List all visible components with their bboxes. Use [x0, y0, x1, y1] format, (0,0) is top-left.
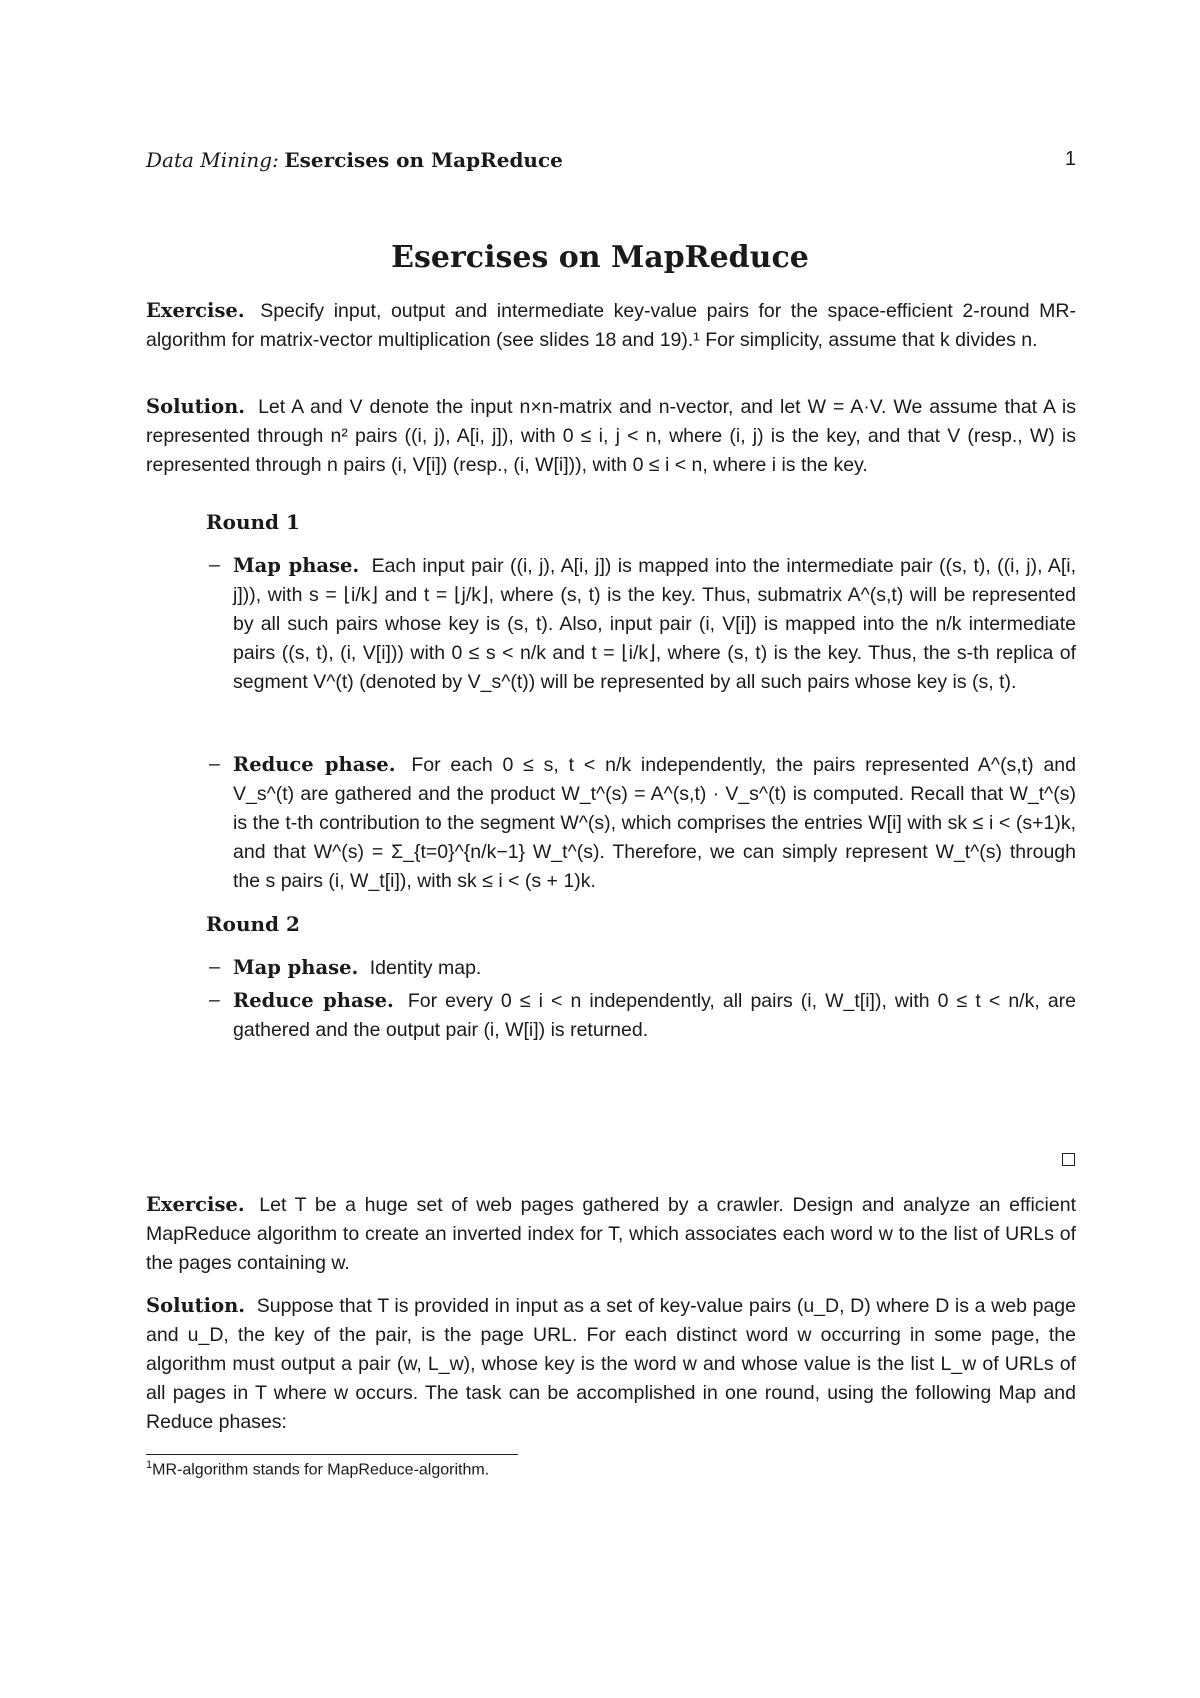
- round-1-heading: Round 1: [206, 510, 300, 534]
- bullet-dash: –: [209, 753, 220, 775]
- bullet-dash: –: [209, 989, 220, 1011]
- header-title: [146, 148, 563, 173]
- round-2-reduce-phase: [209, 986, 1076, 1045]
- round-1-reduce-phase: [209, 750, 1076, 896]
- running-header: [146, 148, 1076, 178]
- bullet-dash: –: [209, 554, 220, 576]
- document-title: Esercises on MapReduce: [391, 240, 809, 275]
- round-2-reduce-text: For every 0 ≤ i < n independently, all pairs (i, W_t[i]), with 0 ≤ t < n/k, are gathered and the output pair (i, W[i]) is returned.: [233, 990, 1076, 1041]
- round-1-map-label: Map phase.: [233, 554, 360, 577]
- footnote-rule: [146, 1454, 518, 1455]
- round-1-map-phase: [209, 551, 1077, 697]
- round-1-map-text: Each input pair ((i, j), A[i, j]) is mapped into the intermediate pair ((s, t), ((i, j), A[i, j])), with s = ⌊i/k⌋ and t = ⌊j/k⌋, where (s, t) is the key. Thus, submatrix A^(s,t) will be represented by all such pairs whose key is (s, t). Also, input pair (i, V[i]) is mapped into the n/k intermediate pairs ((s, t), (i, V[i])) with 0 ≤ s < n/k and t = ⌊i/k⌋, where (s, t) is the key. Thus, the s-th replica of segment V^(t) (denoted by V_s^(t)) will be represented by all such pairs whose key is (s, t).: [233, 555, 1077, 693]
- round-2-reduce-label: Reduce phase.: [233, 989, 394, 1012]
- qed-square-icon: [1062, 1153, 1075, 1166]
- solution-1-label: Solution.: [146, 395, 246, 418]
- solution-2: [146, 1291, 1076, 1437]
- round-2-heading: Round 2: [206, 912, 300, 936]
- exercise-2: [146, 1190, 1076, 1278]
- round-2-map-phase: [209, 953, 1076, 983]
- solution-2-text: Suppose that T is provided in input as a set of key-value pairs (u_D, D) where D is a web page and u_D, the key of the pair, is the page URL. For each distinct word w occurring in some page, the algorithm must output a pair (w, L_w), whose key is the word w and whose value is the list L_w of URLs of all pages in T where w occurs. The task can be accomplished in one round, using the following Map and Reduce phases:: [146, 1295, 1076, 1433]
- exercise-1-label: Exercise.: [146, 299, 245, 322]
- round-1-reduce-label: Reduce phase.: [233, 753, 396, 776]
- round-2-map-label: Map phase.: [233, 956, 359, 979]
- exercise-2-text: Let T be a huge set of web pages gathered by a crawler. Design and analyze an efficient MapReduce algorithm to create an inverted index for T, which associates each word w to the list of URLs of the pages containing w.: [146, 1194, 1076, 1274]
- header-course: Data Mining:: [146, 148, 279, 172]
- footnote: [146, 1459, 489, 1479]
- solution-2-label: Solution.: [146, 1294, 246, 1317]
- exercise-2-label: Exercise.: [146, 1193, 245, 1216]
- round-2-map-text: Identity map.: [369, 957, 482, 979]
- bullet-dash: –: [209, 956, 220, 978]
- exercise-1: [146, 296, 1076, 355]
- round-1-reduce-text: For each 0 ≤ s, t < n/k independently, the pairs represented A^(s,t) and V_s^(t) are gathered and the product W_t^(s) = A^(s,t) · V_s^(t) is computed. Recall that W_t^(s) is the t-th contribution to the segment W^(s), which comprises the entries W[i] with sk ≤ i < (s+1)k, and that W^(s) = Σ_{t=0}^{n/k−1} W_t^(s). Therefore, we can simply represent W_t^(s) through the s pairs (i, W_t[i]), with sk ≤ i < (s + 1)k.: [233, 754, 1076, 892]
- exercise-1-text: Specify input, output and intermediate key-value pairs for the space-efficient 2-round MR-algorithm for matrix-vector multiplication (see slides 18 and 19).¹ For simplicity, assume that k divides n.: [146, 300, 1076, 351]
- solution-1-text: Let A and V denote the input n×n-matrix and n-vector, and let W = A·V. We assume that A is represented through n² pairs ((i, j), A[i, j]), with 0 ≤ i, j < n, where (i, j) is the key, and that V (resp., W) is represented through n pairs (i, V[i]) (resp., (i, W[i])), with 0 ≤ i < n, where i is the key.: [146, 396, 1076, 476]
- page-number: 1: [1064, 148, 1076, 170]
- footnote-text: MR-algorithm stands for MapReduce-algorithm.: [152, 1461, 490, 1479]
- solution-1: [146, 392, 1076, 480]
- footnote-mark: 1: [146, 1459, 153, 1471]
- header-topic: Esercises on MapReduce: [284, 148, 563, 172]
